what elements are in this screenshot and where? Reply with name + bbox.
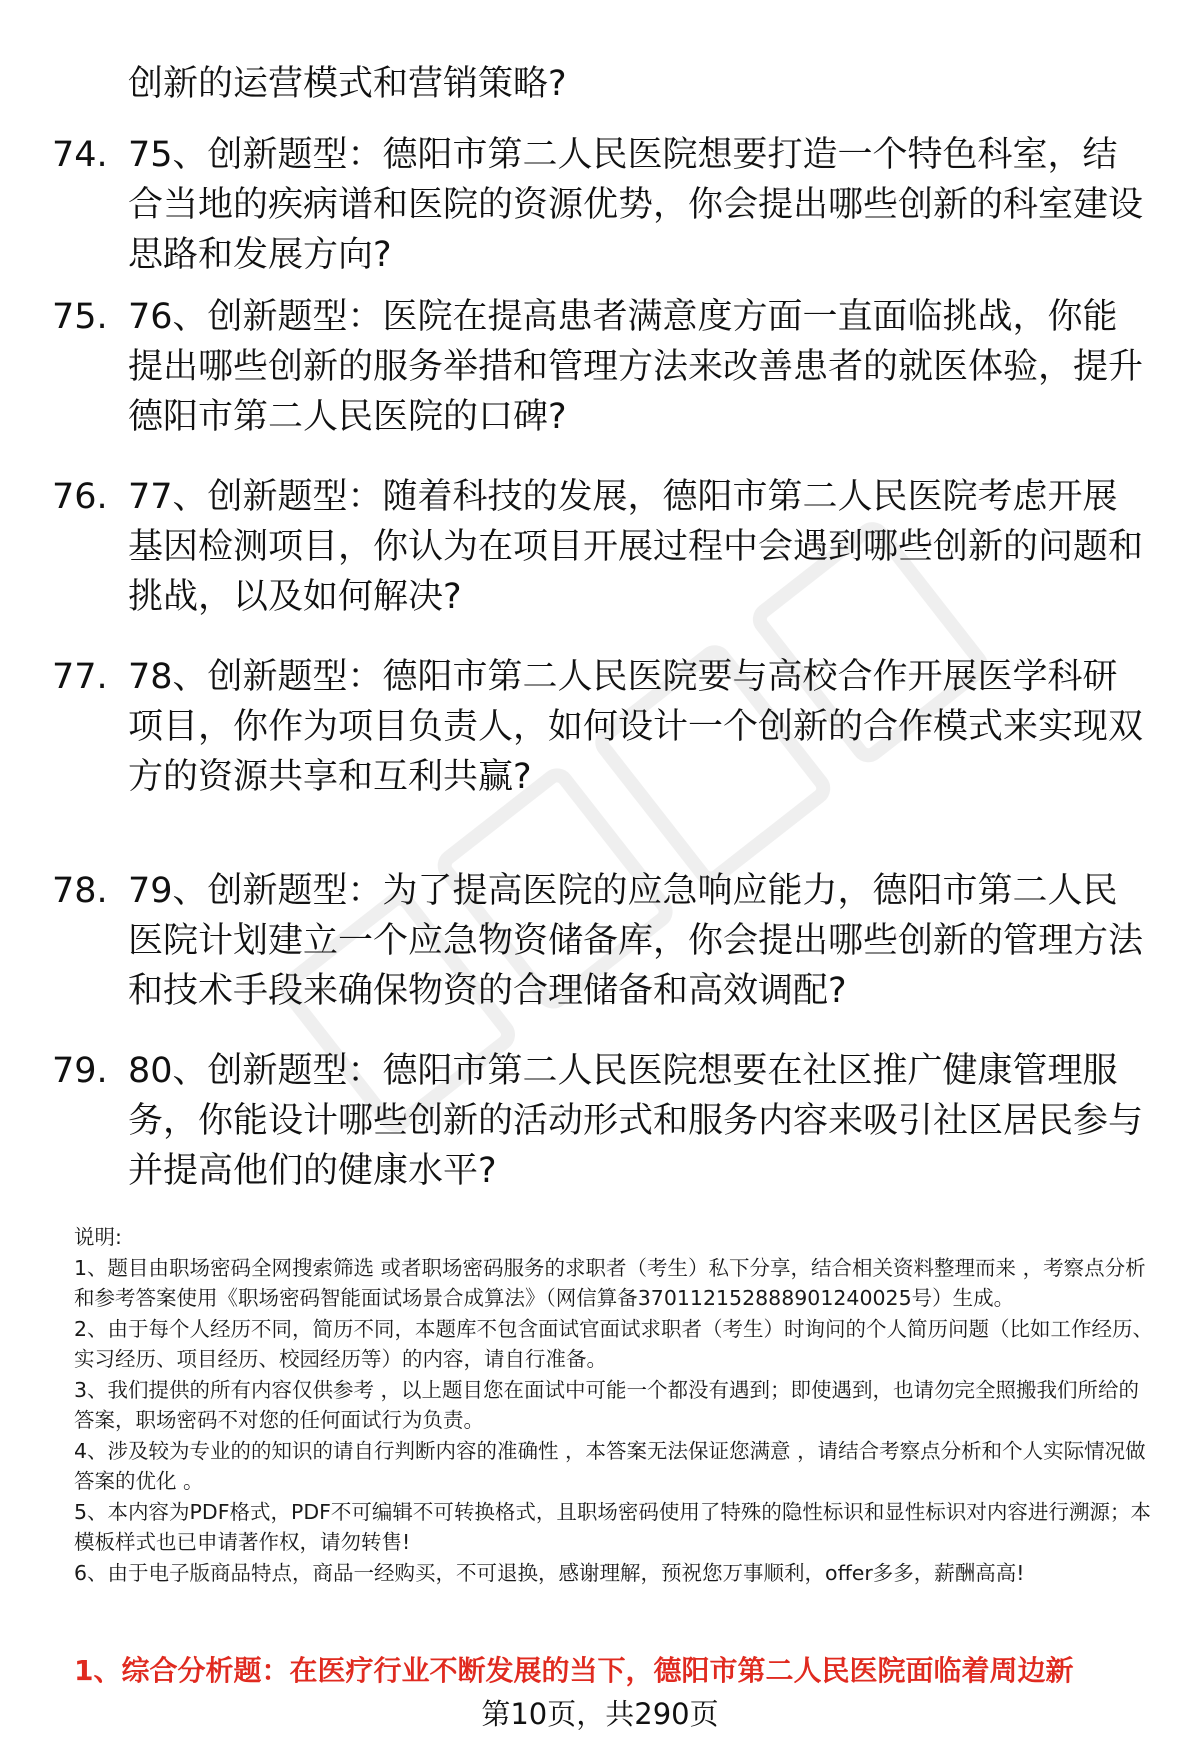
question-number: 76. [52,477,108,517]
question-number: 77. [52,657,108,697]
notes-section [74,1222,1154,1588]
question-item [52,292,1148,442]
question-text: 75、创新题型：德阳市第二人民医院想要打造一个特色科室，结合当地的疾病谱和医院的资源优势，你会提出哪些创新的科室建设思路和发展方向? [128,135,1144,275]
question-text: 78、创新题型：德阳市第二人民医院要与高校合作开展医学科研项目，你作为项目负责人，如何设计一个创新的合作模式来实现双方的资源共享和互利共赢? [128,657,1144,797]
note-item: 1、题目由职场密码全网搜索筛选 或者职场密码服务的求职者（考生）私下分享，结合相关资料整理而来 ，考察点分析和参考答案使用《职场密码智能面试场景合成算法》（网信算备370112152888901240025号）生成。 [74,1255,1146,1310]
next-section-heading: 1、综合分析题：在医疗行业不断发展的当下，德阳市第二人民医院面临着周边新 [74,1654,1074,1687]
continuation-text: 创新的运营模式和营销策略? [128,64,567,104]
note-item: 5、本内容为PDF格式，PDF不可编辑不可转换格式，且职场密码使用了特殊的隐性标识和显性标识对内容进行溯源；本模板样式也已申请著作权，请勿转售! [74,1499,1151,1554]
note-item: 6、由于电子版商品特点，商品一经购买，不可退换，感谢理解，预祝您万事顺利，offer多多，薪酬高高! [74,1560,1025,1585]
note-item: 2、由于每个人经历不同，简历不同，本题库不包含面试官面试求职者（考生）时询问的个人简历问题（比如工作经历、实习经历、项目经历、校园经历等）的内容，请自行准备。 [74,1316,1154,1371]
question-item [52,472,1148,622]
note-item: 4、涉及较为专业的的知识的请自行判断内容的准确性 ，本答案无法保证您满意 ，请结合考察点分析和个人实际情况做答案的优化 。 [74,1438,1146,1493]
note-item: 3、我们提供的所有内容仅供参考 ，以上题目您在面试中可能一个都没有遇到；即使遇到，也请勿完全照搬我们所给的答案，职场密码不对您的任何面试行为负责。 [74,1377,1140,1432]
question-item [52,652,1148,802]
question-number: 74. [52,135,108,175]
question-text: 79、创新题型：为了提高医院的应急响应能力，德阳市第二人民医院计划建立一个应急物资储备库，你会提出哪些创新的管理方法和技术手段来确保物资的合理储备和高效调配? [128,871,1144,1011]
question-text: 77、创新题型：随着科技的发展，德阳市第二人民医院考虑开展基因检测项目，你认为在项目开展过程中会遇到哪些创新的问题和挑战，以及如何解决? [128,477,1144,617]
page-footer: 第10页，共290页 [481,1697,719,1731]
question-text: 76、创新题型：医院在提高患者满意度方面一直面临挑战，你能提出哪些创新的服务举措和管理方法来改善患者的就医体验，提升德阳市第二人民医院的口碑? [128,297,1144,437]
question-item [52,130,1148,280]
question-number: 75. [52,297,108,337]
question-number: 79. [52,1051,108,1091]
question-number: 78. [52,871,108,911]
question-item [52,866,1148,1016]
question-text: 80、创新题型：德阳市第二人民医院想要在社区推广健康管理服务，你能设计哪些创新的活动形式和服务内容来吸引社区居民参与并提高他们的健康水平? [128,1051,1144,1191]
notes-heading: 说明: [74,1225,122,1249]
question-item [52,1046,1148,1196]
